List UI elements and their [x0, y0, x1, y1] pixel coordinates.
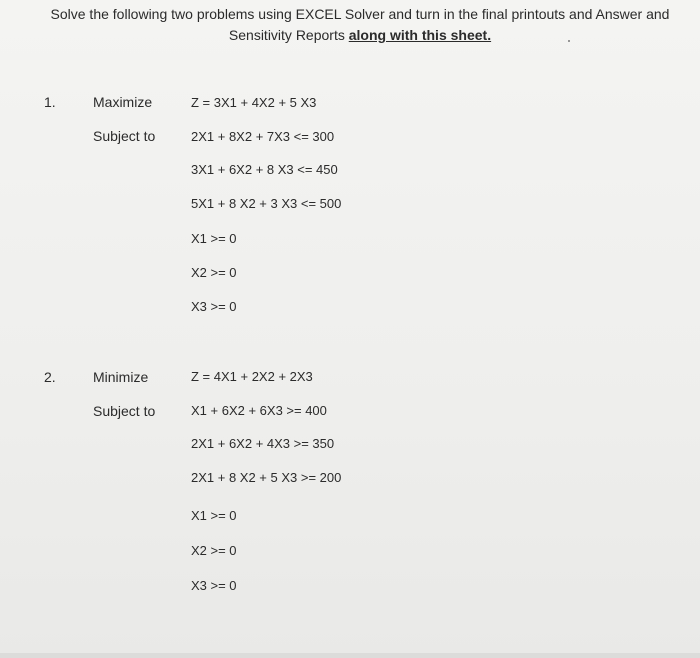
instructions-line-2	[40, 25, 680, 46]
problem-1-objective-label: Maximize	[93, 94, 153, 110]
problem-2-constraint: X2 >= 0	[191, 543, 237, 558]
problem-2-subject-label: Subject to	[93, 403, 156, 419]
problem-1-constraint: 3X1 + 6X2 + 8 X3 <= 450	[191, 162, 338, 177]
problem-1-number: 1.	[44, 94, 56, 110]
problem-1-objective: Z = 3X1 + 4X2 + 5 X3	[191, 95, 317, 110]
problem-2-objective-label: Minimize	[93, 369, 149, 385]
instructions-line-1: Solve the following two problems using EXCEL Solver and turn in the final printouts and Answer and	[50, 6, 670, 22]
problem-1-constraint: 2X1 + 8X2 + 7X3 <= 300	[191, 129, 335, 144]
problem-2-constraint: X1 >= 0	[191, 508, 237, 523]
problem-2-constraint: X3 >= 0	[191, 578, 237, 593]
problem-1-constraint: X2 >= 0	[191, 265, 237, 280]
page-bottom-edge	[0, 653, 700, 658]
problem-2-constraint: X1 + 6X2 + 6X3 >= 400	[191, 403, 327, 418]
instructions-line-2-text: Sensitivity Reports	[228, 27, 349, 43]
problem-2-number: 2.	[44, 369, 56, 385]
problem-1-constraint: X1 >= 0	[191, 231, 237, 246]
problem-1-constraint: 5X1 + 8 X2 + 3 X3 <= 500	[191, 196, 342, 211]
problem-1-subject-label: Subject to	[93, 128, 156, 144]
problem-2-constraint: 2X1 + 6X2 + 4X3 >= 350	[191, 436, 335, 451]
instructions-emphasis: along with this sheet.	[348, 27, 492, 43]
problem-2-constraint: 2X1 + 8 X2 + 5 X3 >= 200	[191, 470, 342, 485]
problem-2-objective: Z = 4X1 + 2X2 + 2X3	[191, 369, 313, 384]
stray-mark	[568, 40, 570, 42]
instructions-header	[40, 4, 680, 46]
problem-1-constraint: X3 >= 0	[191, 299, 237, 314]
